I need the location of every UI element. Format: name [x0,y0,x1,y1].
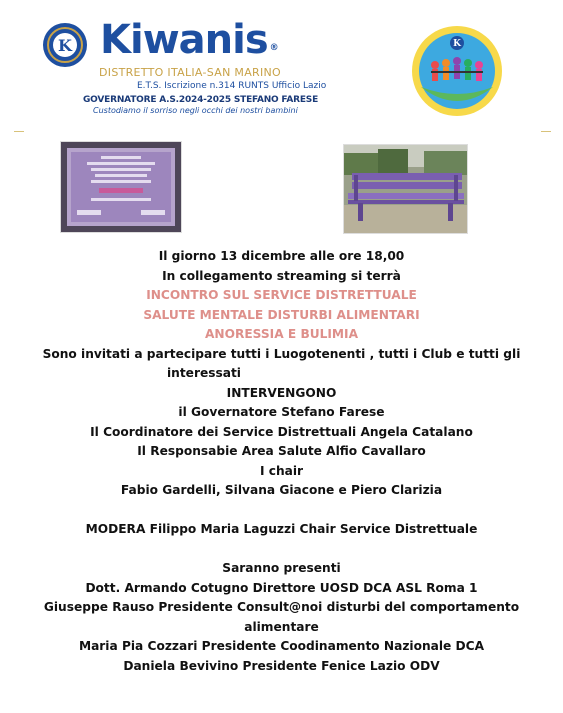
club-badge-children-icon [411,25,503,117]
svg-text:K: K [58,36,72,55]
speakers-heading: INTERVENGONO [226,385,337,400]
event-date: Il giorno 13 dicembre alle ore 18,00 [158,249,405,263]
topic-line-1: INCONTRO SUL SERVICE DISTRETTUALE [146,288,417,302]
svg-text:K: K [453,39,461,49]
speaker-governor: il Governatore Stefano Farese [178,405,385,419]
speaker-coordinator: Il Coordinatore dei Service Distrettuali Angela Catalano [90,424,473,439]
letterhead [0,0,563,125]
motto-text: Custodiamo il sorriso negli occhi dei nostri bambini [93,106,298,115]
chairs-names: Fabio Gardelli, Silvana Giacone e Piero Clarizia [120,483,443,497]
guest-cozzari: Maria Pia Cozzari Presidente Coodinamento Nazionale DCA [78,639,485,653]
guests-heading: Saranno presenti [222,561,341,575]
governor-text: GOVERNATORE A.S.2024-2025 STEFANO FARESE [83,95,319,105]
guest-rauso-line-2: alimentare [244,619,319,634]
registration-text: E.T.S. Iscrizione n.314 RUNTS Ufficio Lazio [137,81,327,91]
plaque-photo [60,141,182,233]
divider-left [14,131,24,132]
guest-bevivino: Daniela Bevivino Presidente Fenice Lazio ODV [123,658,440,673]
district-name: DISTRETTO ITALIA-SAN MARINO [99,66,281,79]
kiwanis-international-seal-icon [42,22,88,68]
guest-cotugno: Dott. Armando Cotugno Direttore UOSD DCA ASL Roma 1 [85,580,478,595]
event-format: In collegamento streaming si terrà [162,268,401,283]
spacer [0,501,563,521]
chairs-heading: I chair [259,463,304,478]
divider-right [541,131,551,132]
purple-bench-photo [343,144,468,234]
event-announcement [0,247,563,676]
topic-line-3: ANORESSIA E BULIMIA [204,327,359,341]
topic-line-2: SALUTE MENTALE DISTURBI ALIMENTARI [143,307,420,322]
invitation-line-1: Sono invitati a partecipare tutti i Luogotenenti , tutti i Club e tutti gli [42,346,521,361]
guest-rauso-line-1: Giuseppe Rauso Presidente Consult@noi disturbi del comportamento [43,600,520,614]
moderator-line: MODERA Filippo Maria Laguzzi Chair Service Distrettuale [85,522,478,536]
invitation-line-2: interessati [167,366,241,380]
brand-name: Kiwanis ® [100,17,278,63]
registered-mark: ® [269,43,278,53]
spacer [0,540,563,560]
speaker-health-lead: Il Responsabie Area Salute Alfio Cavallaro [137,444,426,458]
